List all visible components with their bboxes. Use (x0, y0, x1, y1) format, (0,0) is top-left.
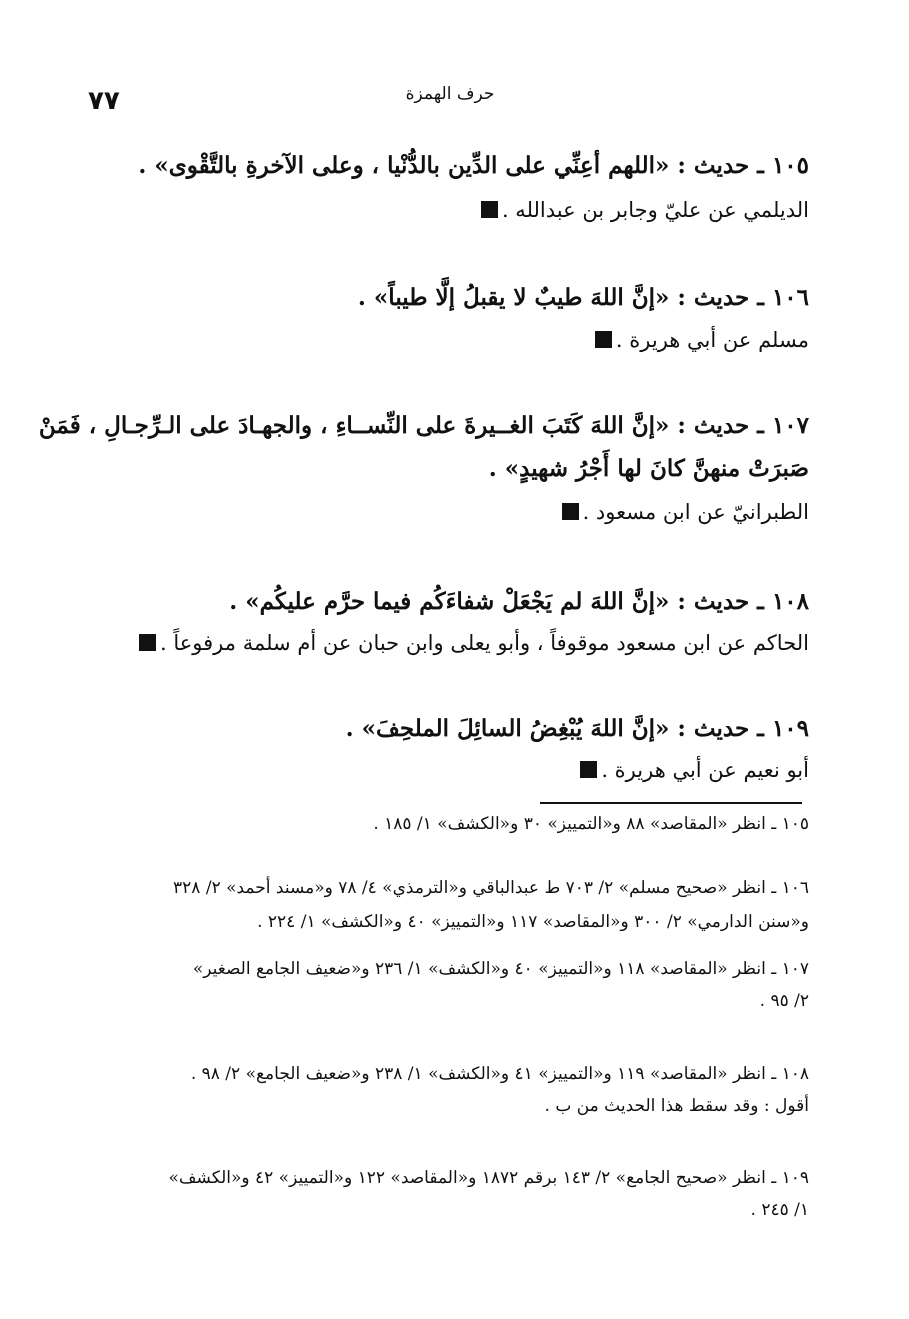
hadith-105-text: ١٠٥ ـ حديث : «اللهم أعِنِّي على الدِّين بالدُّنْيا ، وعلى الآخرةِ بالتَّقْوى» . (138, 152, 809, 179)
hadith-109-source (576, 758, 809, 782)
end-mark-icon (139, 634, 156, 651)
end-mark-icon (595, 331, 612, 348)
running-header: حرف الهمزة (405, 84, 495, 104)
page-number: ٧٧ (88, 86, 120, 116)
hadith-107-text-line2: صَبرَتْ منهنَّ كانَ لها أَجْرُ شهيدٍ» . (488, 455, 809, 482)
footnote-106-line1: ١٠٦ ـ انظر «صحيح مسلم» ٢/ ٧٠٣ ط عبدالباقي و«الترمذي» ٤/ ٧٨ و«مسند أحمد» ٢/ ٣٢٨ (173, 878, 809, 898)
footnote-108-line1: ١٠٨ ـ انظر «المقاصد» ١١٩ و«التمييز» ٤١ و«الكشف» ١/ ٢٣٨ و«ضعيف الجامع» ٢/ ٩٨ . (190, 1064, 809, 1084)
end-mark-icon (481, 201, 498, 218)
footnote-107-line2: ٢/ ٩٥ . (759, 991, 809, 1011)
end-mark-icon (562, 503, 579, 520)
footnote-109-line2: ١/ ٢٤٥ . (750, 1200, 809, 1220)
footnote-rule (540, 802, 802, 804)
source-text: الطبرانيّ عن ابن مسعود . (582, 500, 809, 524)
footnote-105: ١٠٥ ـ انظر «المقاصد» ٨٨ و«التمييز» ٣٠ و«الكشف» ١/ ١٨٥ . (373, 814, 809, 834)
footnote-107-line1: ١٠٧ ـ انظر «المقاصد» ١١٨ و«التمييز» ٤٠ و«الكشف» ١/ ٢٣٦ و«ضعيف الجامع الصغير» (192, 959, 809, 979)
source-text: أبو نعيم عن أبي هريرة . (601, 758, 809, 782)
hadith-109-text: ١٠٩ ـ حديث : «إنَّ اللهَ يُبْغِضُ السائِلَ الملحِفَ» . (345, 715, 809, 742)
footnote-106-line2: و«سنن الدارمي» ٢/ ٣٠٠ و«المقاصد» ١١٧ و«التمييز» ٤٠ و«الكشف» ١/ ٢٢٤ . (257, 912, 809, 932)
source-text: الديلمي عن عليّ وجابر بن عبدالله . (501, 198, 809, 222)
footnote-108-line2: أقول : وقد سقط هذا الحديث من ب . (544, 1096, 809, 1116)
hadith-106-text: ١٠٦ ـ حديث : «إنَّ اللهَ طيبٌ لا يقبلُ إلَّا طيباً» . (357, 284, 809, 311)
hadith-107-source (558, 500, 809, 524)
hadith-105-source (477, 198, 809, 222)
hadith-107-text-line1: ١٠٧ ـ حديث : «إنَّ اللهَ كَتَبَ الغــيرةَ على النِّســاءِ ، والجهـادَ على الـرِّجـالِ ، فَمَنْ (38, 412, 809, 439)
source-text: الحاكم عن ابن مسعود موقوفاً ، وأبو يعلى وابن حبان عن أم سلمة مرفوعاً . (160, 631, 809, 655)
source-text: مسلم عن أبي هريرة . (615, 328, 809, 352)
hadith-106-source (591, 328, 809, 352)
hadith-108-source (135, 631, 809, 655)
footnote-109-line1: ١٠٩ ـ انظر «صحيح الجامع» ٢/ ١٤٣ برقم ١٨٧٢ و«المقاصد» ١٢٢ و«التمييز» ٤٢ و«الكشف» (168, 1168, 809, 1188)
hadith-108-text: ١٠٨ ـ حديث : «إنَّ اللهَ لم يَجْعَلْ شفاءَكُم فيما حرَّم عليكُم» . (229, 588, 809, 615)
end-mark-icon (580, 761, 597, 778)
